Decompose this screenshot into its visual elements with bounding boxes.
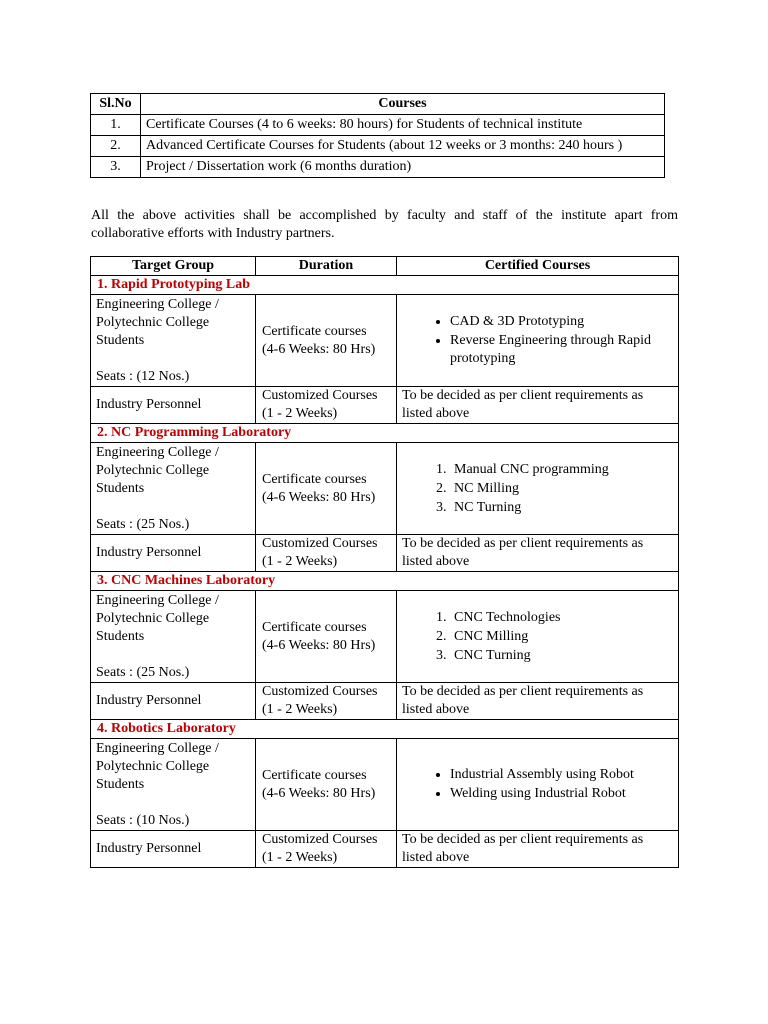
customized-row [91, 831, 679, 868]
list-item: • Welding using Industrial Robot [450, 785, 673, 803]
duration-line: (1 - 2 Weeks) [262, 406, 338, 421]
customized-row [91, 535, 679, 572]
certificate-row [91, 295, 679, 387]
duration-cell [256, 831, 397, 868]
duration-line: (4-6 Weeks: 80 Hrs) [262, 489, 376, 505]
target-line: Polytechnic College [96, 463, 210, 478]
certified-courses-cell [397, 739, 679, 831]
duration-line: (4-6 Weeks: 80 Hrs) [262, 785, 376, 801]
target-line: Students [96, 333, 145, 348]
target-group-cell [91, 443, 256, 535]
list-item: • CAD & 3D Prototyping [450, 313, 673, 331]
section-title: 2. NC Programming Laboratory [91, 424, 679, 443]
header-target-group: Target Group [91, 257, 256, 276]
duration-cell [256, 683, 397, 720]
target-line: Engineering College / [96, 445, 219, 460]
section-row [91, 572, 679, 591]
target-table-header [91, 257, 679, 276]
duration-line: Customized Courses [262, 832, 378, 847]
duration-line: Certificate courses [262, 767, 367, 783]
target-line: Polytechnic College [96, 315, 210, 330]
course-name: Advanced Certificate Courses for Students (about 12 weeks or 3 months: 240 hours ) [141, 136, 665, 157]
duration-line: (1 - 2 Weeks) [262, 702, 338, 717]
row-number: 2. [91, 136, 141, 157]
target-line: Students [96, 777, 145, 792]
duration-line: Customized Courses [262, 388, 378, 403]
course-bullet-list [402, 766, 673, 803]
target-line: Engineering College / [96, 593, 219, 608]
industry-cell: Industry Personnel [91, 683, 256, 720]
section-row [91, 276, 679, 295]
duration-line: (4-6 Weeks: 80 Hrs) [262, 341, 376, 357]
duration-line: Customized Courses [262, 536, 378, 551]
duration-line: Customized Courses [262, 684, 378, 699]
list-item: • Reverse Engineering through Rapid prototyping [450, 332, 673, 368]
custom-courses-cell: To be decided as per client requirements as listed above [397, 831, 679, 868]
section-title: 3. CNC Machines Laboratory [91, 572, 679, 591]
customized-row [91, 683, 679, 720]
target-line: Students [96, 481, 145, 496]
section-row [91, 720, 679, 739]
header-certified-courses: Certified Courses [397, 257, 679, 276]
customized-row [91, 387, 679, 424]
duration-line: (4-6 Weeks: 80 Hrs) [262, 637, 376, 653]
target-line: Engineering College / [96, 741, 219, 756]
certificate-row [91, 443, 679, 535]
target-group-cell [91, 591, 256, 683]
duration-cell [256, 443, 397, 535]
courses-table [90, 93, 665, 178]
duration-cell [256, 535, 397, 572]
duration-line: (1 - 2 Weeks) [262, 554, 338, 569]
table-row [91, 136, 665, 157]
target-group-cell [91, 295, 256, 387]
industry-cell: Industry Personnel [91, 831, 256, 868]
custom-courses-cell: To be decided as per client requirements as listed above [397, 387, 679, 424]
seats-label: Seats : (12 Nos.) [96, 369, 190, 384]
section-title: 1. Rapid Prototyping Lab [91, 276, 679, 295]
industry-cell: Industry Personnel [91, 535, 256, 572]
course-name: Certificate Courses (4 to 6 weeks: 80 hours) for Students of technical institute [141, 115, 665, 136]
seats-label: Seats : (25 Nos.) [96, 665, 190, 680]
industry-cell: Industry Personnel [91, 387, 256, 424]
course-name: Project / Dissertation work (6 months duration) [141, 157, 665, 178]
list-item: 3. CNC Turning [450, 647, 673, 665]
certified-courses-cell [397, 295, 679, 387]
duration-line: Certificate courses [262, 471, 367, 487]
duration-line: Certificate courses [262, 619, 367, 635]
custom-courses-cell: To be decided as per client requirements as listed above [397, 535, 679, 572]
table-row [91, 157, 665, 178]
certificate-row [91, 591, 679, 683]
courses-table-header [91, 94, 665, 115]
duration-cell [256, 295, 397, 387]
seats-label: Seats : (10 Nos.) [96, 813, 190, 828]
custom-courses-cell: To be decided as per client requirements as listed above [397, 683, 679, 720]
header-duration: Duration [256, 257, 397, 276]
duration-cell [256, 591, 397, 683]
course-numbered-list [402, 461, 673, 517]
list-item: 1. CNC Technologies [450, 609, 673, 627]
duration-cell [256, 739, 397, 831]
intro-paragraph: All the above activities shall be accomplished by faculty and staff of the institute apart from collaborative efforts with Industry partners. [91, 208, 678, 241]
section-row [91, 424, 679, 443]
list-item: 2. NC Milling [450, 480, 673, 498]
list-item: 3. NC Turning [450, 499, 673, 517]
list-item: • Industrial Assembly using Robot [450, 766, 673, 784]
duration-line: Certificate courses [262, 323, 367, 339]
duration-line: (1 - 2 Weeks) [262, 850, 338, 865]
target-line: Polytechnic College [96, 759, 210, 774]
seats-label: Seats : (25 Nos.) [96, 517, 190, 532]
target-line: Engineering College / [96, 297, 219, 312]
header-courses: Courses [141, 94, 665, 115]
certificate-row [91, 739, 679, 831]
target-line: Polytechnic College [96, 611, 210, 626]
table-row [91, 115, 665, 136]
list-item: 2. CNC Milling [450, 628, 673, 646]
row-number: 3. [91, 157, 141, 178]
section-title: 4. Robotics Laboratory [91, 720, 679, 739]
row-number: 1. [91, 115, 141, 136]
duration-cell [256, 387, 397, 424]
certified-courses-cell [397, 443, 679, 535]
header-sl-no: Sl.No [91, 94, 141, 115]
course-bullet-list [402, 313, 673, 368]
target-group-table [90, 256, 679, 868]
list-item: 1. Manual CNC programming [450, 461, 673, 479]
certified-courses-cell [397, 591, 679, 683]
target-line: Students [96, 629, 145, 644]
course-numbered-list [402, 609, 673, 665]
target-group-cell [91, 739, 256, 831]
